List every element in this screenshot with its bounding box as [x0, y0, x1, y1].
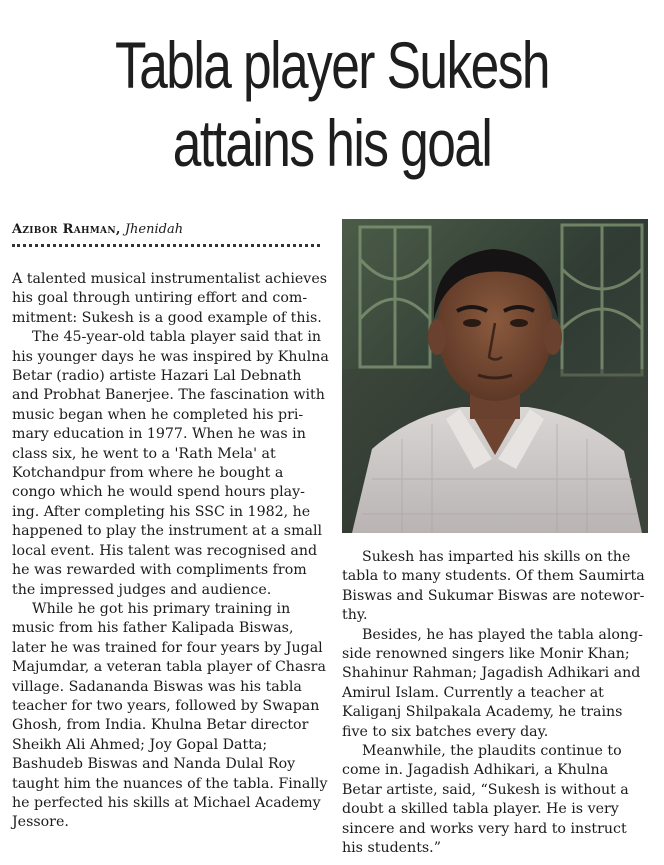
- article-column-left: [12, 270, 330, 833]
- paragraph-intro: A talented musical instrumentalist achieves his goal through untiring effort and com-mitment: Sukesh is a good example of this.: [12, 271, 327, 326]
- portrait-photo: [342, 219, 648, 533]
- headline-line-2: attains his goal: [172, 106, 492, 180]
- paragraph-inspiration: The 45-year-old tabla player said that in his younger days he was inspired by Khulna Betar (radio) artiste Hazari Lal Debnath and Probhat Banerjee. The fascination with music began when he completed his pri-mary education in 1977. When he was in class six, he went to a 'Rath Mela' at Kotchandpur from where he bought a congo which he would spend hours play-ing. After completing his SSC in 1982, he happened to play the instrument at a small local event. His talent was recognised and he was rewarded with compliments from the impressed judges and audience.: [12, 329, 329, 598]
- byline-place: Jhenidah: [124, 222, 184, 237]
- paragraph-training: While he got his primary training in music from his father Kalipada Biswas, later he was trained for four years by Jugal Majumdar, a veteran tabla player of Chasra village. Sadananda Biswas was his tabla teacher for two years, followed by Swapan Ghosh, from India. Khulna Betar director Sheikh Ali Ahmed; Joy Gopal Datta; Bashudeb Biswas and Nanda Dulal Roy taught him the nuances of the tabla. Finally he perfected his skills at Michael Academy Jessore.: [12, 600, 328, 831]
- headline: [73, 26, 591, 182]
- headline-line-1: Tabla player Sukesh: [115, 28, 549, 102]
- byline-divider: [12, 244, 320, 247]
- paragraph-career: Besides, he has played the tabla along-side renowned singers like Monir Khan; Shahinur Rahman; Jagadish Adhikari and Amirul Islam. Currently a teacher at Kaliganj Shilpakala Academy, he trains five to six batches every day.: [342, 626, 643, 740]
- paragraph-quote: Meanwhile, the plaudits continue to come in. Jagadish Adhikari, a Khulna Betar artiste, said, “Sukesh is without a doubt a skilled tabla player. He is very sincere and works very hard to instruct his students.”: [342, 743, 629, 857]
- byline: [12, 222, 183, 238]
- byline-author: Azibor Rahman,: [12, 222, 121, 237]
- article-column-right: [342, 548, 648, 859]
- paragraph-students: Sukesh has imparted his skills on the tabla to many students. Of them Saumirta Biswas and Sukumar Biswas are notewor-thy.: [342, 549, 645, 624]
